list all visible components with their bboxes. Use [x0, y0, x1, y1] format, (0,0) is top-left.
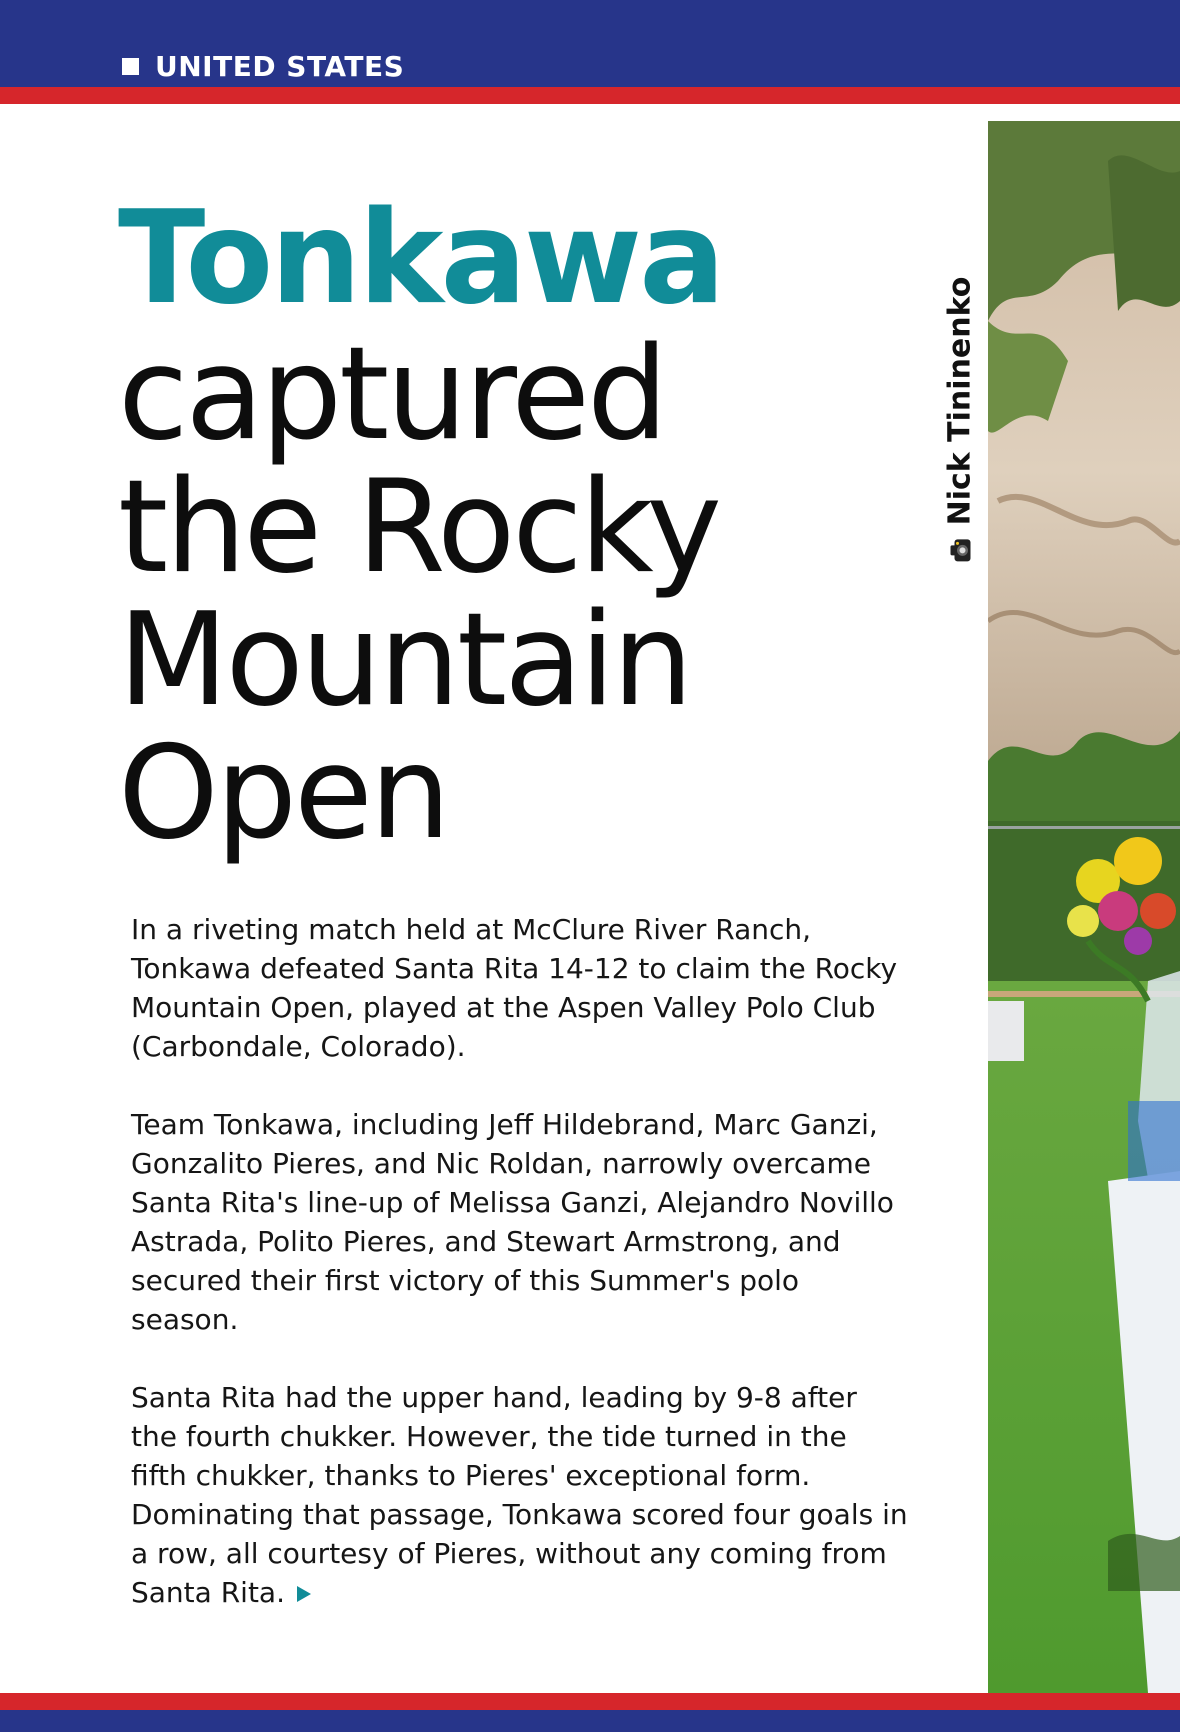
- body-paragraph-text: Santa Rita had the upper hand, leading by 9-8 after the fourth chukker. However, the tide turned in the fifth chukker, thanks to Pieres' exceptional form. Dominating that passage, Tonkawa scored four goals in a row, all courtesy of Pieres, without any coming from Santa Rita.: [131, 1381, 908, 1609]
- article-headline: [118, 184, 938, 868]
- bottom-banner: [0, 1693, 1180, 1732]
- section-label-text: UNITED STATES: [155, 50, 405, 83]
- photographer-name: Nick Tininenko: [942, 276, 978, 526]
- bottom-red-stripe: [0, 1693, 1180, 1710]
- camera-icon: [947, 537, 973, 563]
- headline-line: Mountain: [118, 586, 691, 735]
- body-paragraph-last: [131, 1378, 911, 1612]
- top-banner: [0, 0, 1180, 104]
- headline-line: captured: [118, 320, 666, 469]
- section-label: [122, 50, 404, 83]
- photo-credit: [942, 250, 978, 590]
- body-paragraph: Team Tonkawa, including Jeff Hildebrand, Marc Ganzi, Gonzalito Pieres, and Nic Roldan, narrowly overcame Santa Rita's line-up of Melissa Ganzi, Alejandro Novillo Astrada, Polito Pieres, and Stewart Armstrong, and secured their first victory of this Summer's polo season.: [131, 1108, 894, 1336]
- headline-accent: Tonkawa: [118, 184, 723, 333]
- continue-arrow-icon: [297, 1586, 311, 1602]
- article-body: [131, 910, 911, 1651]
- top-red-stripe: [0, 87, 1180, 104]
- headline-line: the Rocky: [118, 453, 719, 602]
- headline-line: Open: [118, 719, 448, 868]
- square-bullet-icon: [122, 58, 139, 75]
- polo-field-photo: [988, 121, 1180, 1693]
- body-paragraph: In a riveting match held at McClure River Ranch, Tonkawa defeated Santa Rita 14-12 to claim the Rocky Mountain Open, played at the Aspen Valley Polo Club (Carbondale, Colorado).: [131, 913, 898, 1063]
